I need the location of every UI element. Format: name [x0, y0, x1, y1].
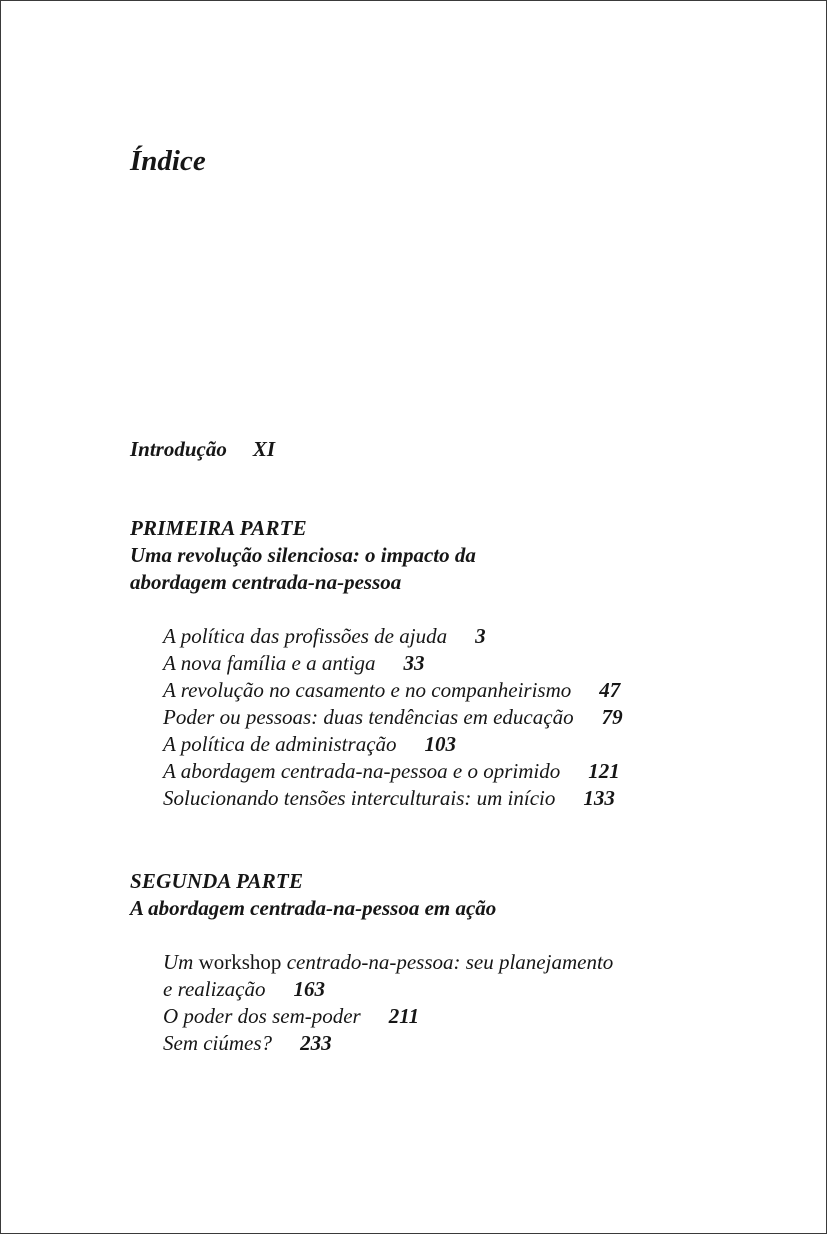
part-one-header [130, 515, 476, 596]
toc-introduction [130, 435, 275, 463]
chapter-page-number: 79 [601, 705, 623, 729]
page-title: Índice [130, 145, 206, 177]
chapter-title: A abordagem centrada-na-pessoa e o oprimido [163, 759, 561, 783]
part-two-subtitle: A abordagem centrada-na-pessoa em ação [130, 896, 497, 920]
chapter-page-number: 47 [599, 678, 621, 702]
chapter-page-number: 233 [300, 1031, 332, 1055]
introduction-page-number: XI [252, 437, 276, 461]
chapter-title-upright-word: workshop [198, 950, 282, 974]
introduction-label: Introdução [130, 437, 227, 461]
chapter-title: Solucionando tensões interculturais: um início [163, 786, 556, 810]
part-one-subtitle-line-1: Uma revolução silenciosa: o impacto da [130, 543, 476, 567]
chapter-page-number: 103 [424, 732, 457, 756]
chapter-title: Poder ou pessoas: duas tendências em educação [163, 705, 574, 729]
chapter-page-number: 211 [388, 1004, 420, 1028]
chapter-page-number: 3 [475, 624, 486, 648]
chapter-title: O poder dos sem-poder [163, 1004, 361, 1028]
chapter-title-suffix: centrado-na-pessoa: seu planejamento [286, 950, 614, 974]
chapter-page-number: 33 [403, 651, 425, 675]
chapter-page-number: 163 [293, 977, 325, 1001]
chapter-title-prefix: Um [163, 950, 194, 974]
part-one-heading: PRIMEIRA PARTE [130, 516, 307, 540]
chapter-page-number: 133 [583, 786, 615, 810]
chapter-title: A nova família e a antiga [163, 651, 376, 675]
chapter-page-number: 121 [588, 759, 620, 783]
part-two-header [130, 868, 496, 922]
part-one-subtitle-line-2: abordagem centrada-na-pessoa [130, 570, 402, 594]
chapter-title-line-2: e realização [163, 977, 266, 1001]
chapter-title: A revolução no casamento e no companheirismo [163, 678, 572, 702]
chapter-title: A política de administração [163, 732, 397, 756]
chapter-title: Sem ciúmes? [163, 1031, 273, 1055]
chapter-title: A política das profissões de ajuda [163, 624, 448, 648]
part-two-heading: SEGUNDA PARTE [130, 869, 304, 893]
